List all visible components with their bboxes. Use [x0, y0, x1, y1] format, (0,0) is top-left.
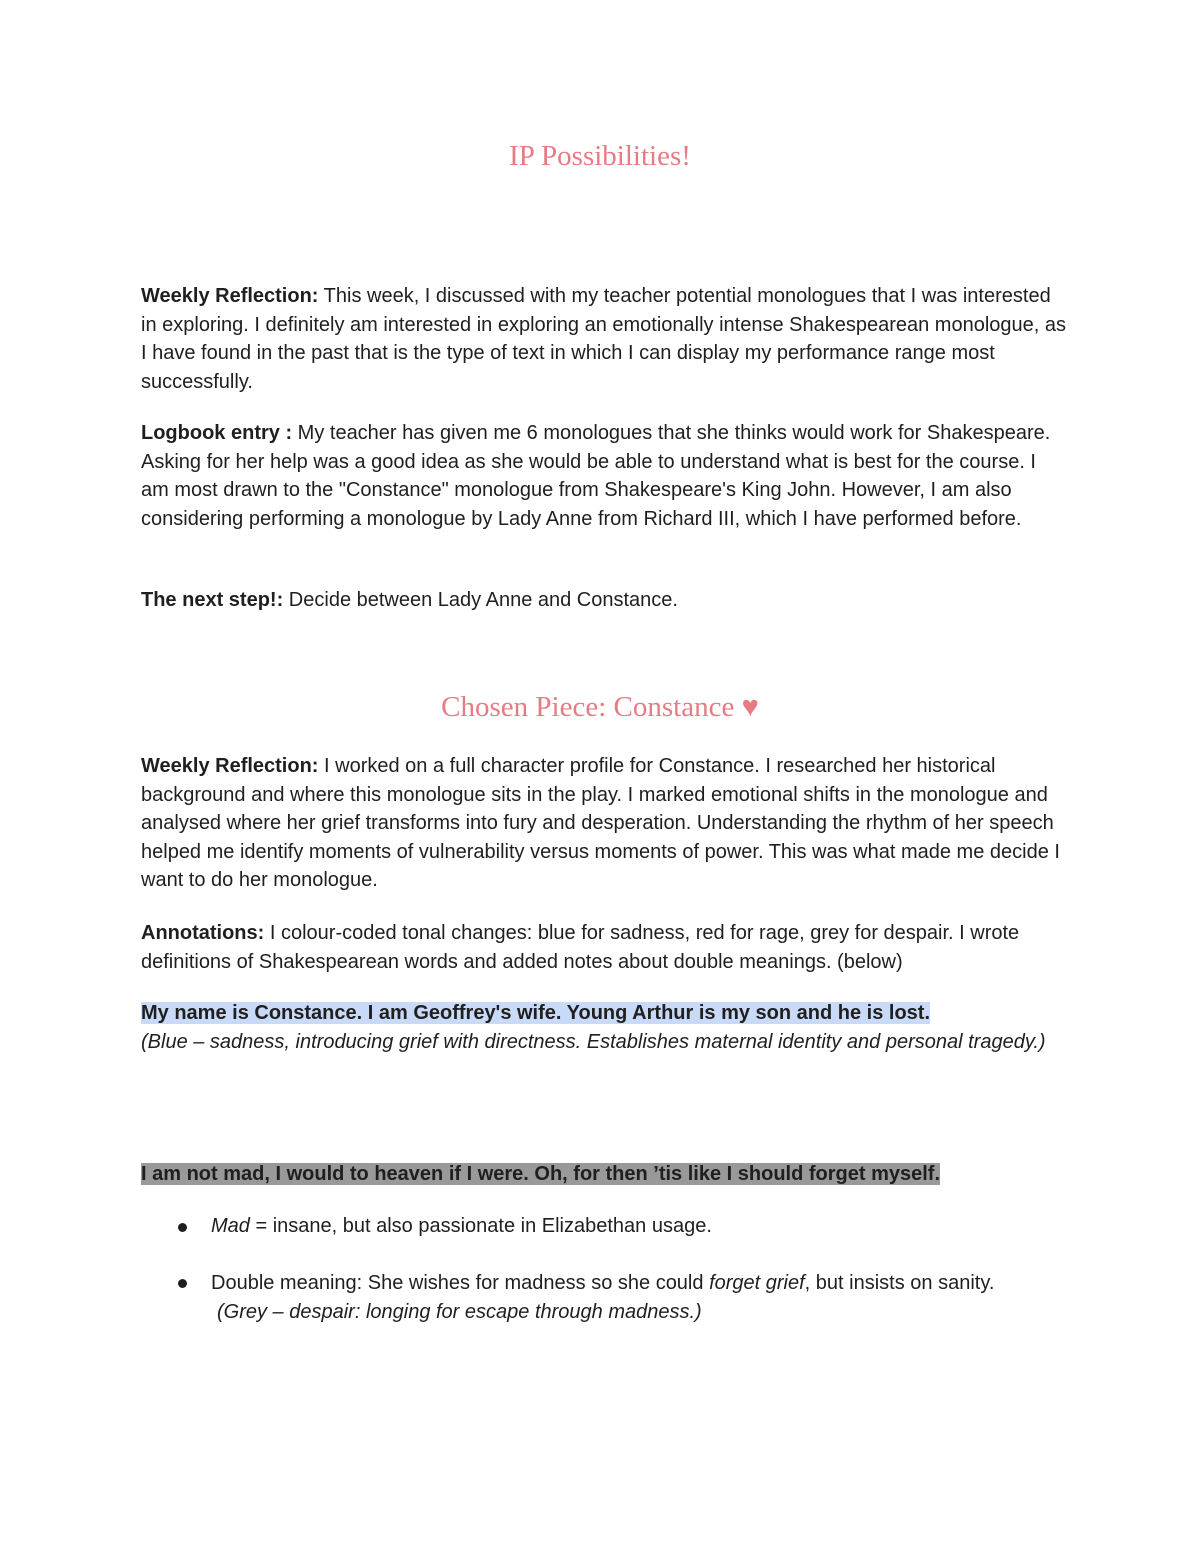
bullet-mad-definition: [211, 1212, 1081, 1241]
weekly-reflection-2: [141, 752, 1066, 895]
weekly-reflection-1-label: Weekly Reflection:: [141, 285, 319, 307]
chosen-piece-heading: Chosen Piece: Constance ♥: [441, 691, 759, 723]
document-title: IP Possibilities!: [509, 140, 691, 172]
bullet-double-meaning: [211, 1269, 1081, 1326]
quote-blue: [141, 999, 1066, 1056]
weekly-reflection-2-text: I worked on a full character profile for Constance. I researched her historical background and where this monologue sits in the play. I marked emotional shifts in the monologue and analysed where her grief transforms into fury and desperation. Understanding the rhythm of her speech helped me identify moments of vulnerability versus moments of power. This was what made me decide I want to do her monologue.: [141, 755, 1060, 892]
quote-grey: [141, 1160, 1066, 1189]
bullet-double-meaning-pre: Double meaning: She wishes for madness so she could: [211, 1272, 710, 1294]
bullet-double-meaning-post: , but insists on sanity.: [804, 1272, 995, 1294]
bullet-mad-text: = insane, but also passionate in Elizabethan usage.: [249, 1215, 712, 1237]
next-step-label: The next step!:: [141, 589, 284, 611]
quote-blue-note: (Blue – sadness, introducing grief with directness. Establishes maternal identity and personal tragedy.): [141, 1030, 1046, 1053]
next-step-text: Decide between Lady Anne and Constance.: [283, 589, 678, 611]
bullet-dot-icon: [178, 1223, 187, 1232]
annotations: [141, 919, 1066, 976]
weekly-reflection-1-text: This week, I discussed with my teacher potential monologues that I was interested in exploring. I definitely am interested in exploring an emotionally intense Shakespearean monologue, as I have found in the past that is the type of text in which I can display my performance range most successfully.: [141, 285, 1067, 393]
weekly-reflection-2-label: Weekly Reflection:: [141, 755, 319, 777]
weekly-reflection-1: [141, 282, 1066, 396]
quote-grey-text: I am not mad, I would to heaven if I were. Oh, for then ’tis like I should forget myself.: [141, 1163, 941, 1185]
annotations-label: Annotations:: [141, 922, 265, 944]
next-step: [141, 586, 1066, 615]
bullet-dot-icon: [178, 1279, 187, 1288]
logbook-entry: [141, 419, 1066, 533]
annotations-text: I colour-coded tonal changes: blue for sadness, red for rage, grey for despair. I wrote definitions of Shakespearean words and added notes about double meanings. (below): [141, 922, 1020, 973]
bullet-double-meaning-italic: forget grief: [709, 1272, 805, 1294]
bullet-double-meaning-note: (Grey – despair: longing for escape through madness.): [217, 1300, 702, 1323]
quote-blue-text: My name is Constance. I am Geoffrey's wife. Young Arthur is my son and he is lost.: [141, 1002, 931, 1024]
logbook-entry-label: Logbook entry :: [141, 422, 293, 444]
logbook-entry-text: My teacher has given me 6 monologues that she thinks would work for Shakespeare. Asking for her help was a good idea as she would be able to understand what is best for the course. I am most drawn to the "Constance" monologue from Shakespeare's King John. However, I am also considering performing a monologue by Lady Anne from Richard III, which I have performed before.: [141, 422, 1051, 530]
bullet-mad-word: Mad: [211, 1215, 250, 1237]
